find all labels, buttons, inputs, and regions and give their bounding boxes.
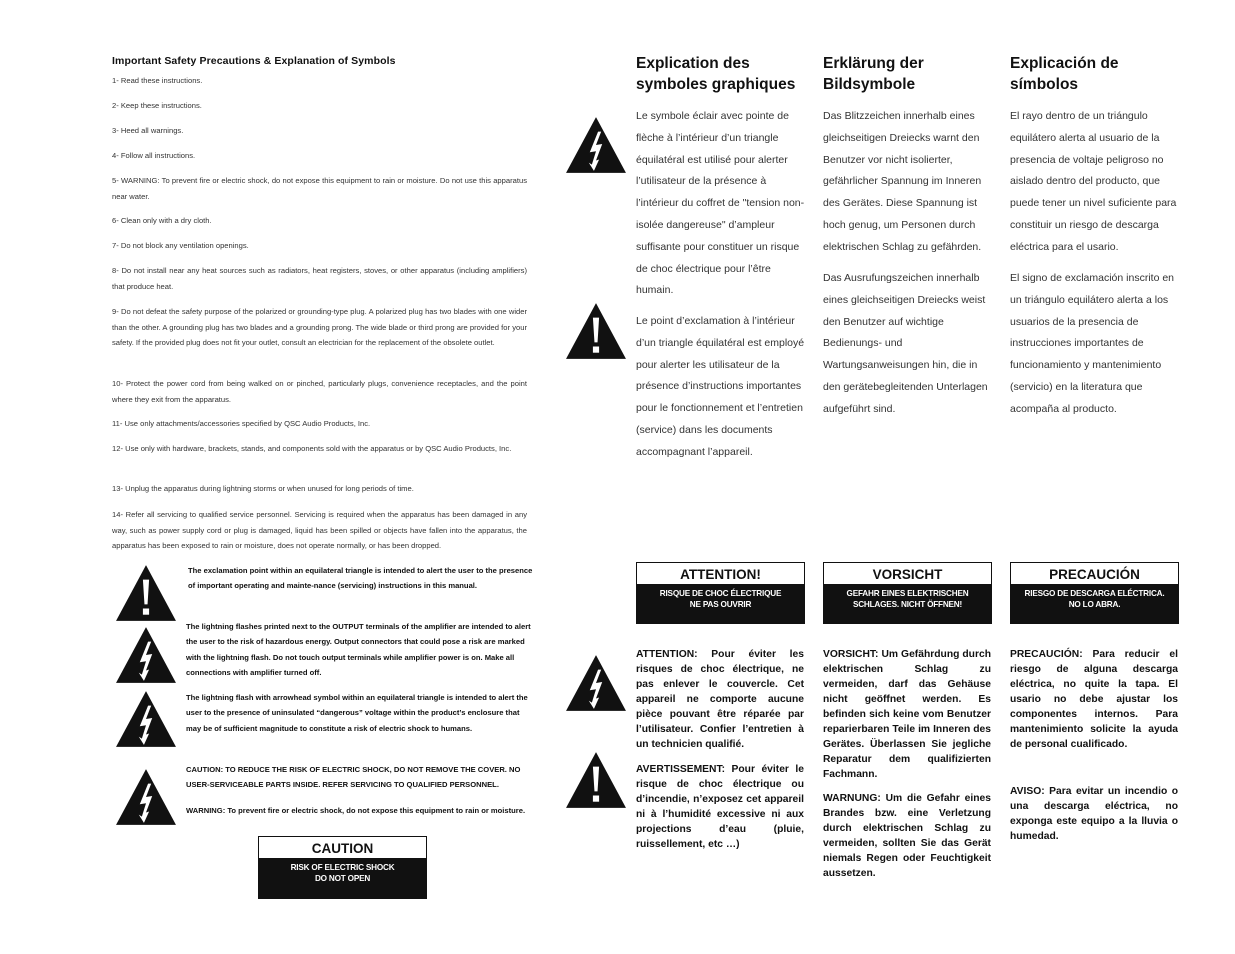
- caution-label: [258, 836, 427, 899]
- instruction-item: 4- Follow all instructions.: [112, 151, 196, 160]
- instruction-item: 5- WARNING: To prevent fire or electric shock, do not expose this equipment to rain or moisture. Do not use this apparatus near water.: [112, 176, 527, 201]
- instruction-item: 12- Use only with hardware, brackets, stands, and components sold with the apparatus or by QSC Audio Products, Inc.: [112, 444, 512, 453]
- instruction-item: 13- Unplug the apparatus during lightning storms or when unused for long periods of time.: [112, 484, 414, 493]
- page-title: Important Safety Precautions & Explanation of Symbols: [112, 55, 396, 67]
- instruction-item: 8- Do not install near any heat sources such as radiators, heat registers, stoves, or other apparatus (including amplifiers) that produce heat.: [112, 266, 527, 291]
- german-paragraph: Das Ausrufungszeichen innerhalb eines gleichseitigen Dreiecks weist den Benutzer auf wichtige Bedienungs- und Wartungsanweisungen hin, die in den gerätebegleitenden Unterlagen aufgeführt sind.: [823, 272, 988, 415]
- spanish-warning: AVISO: Para evitar un incendio o una descarga eléctrica, no exponga este equipo a la lluvia o humedad.: [1010, 786, 1178, 842]
- german-warning: WARNUNG: Um die Gefahr eines Brandes bzw. eine Verletzung durch elektrischen Schlag zu vermeiden, sollten Sie das Gerät niemals Regen oder Feuchtigkeit aussetzen.: [823, 793, 991, 879]
- french-paragraph: Le symbole éclair avec pointe de flèche à l’intérieur d’un triangle équilatéral est utilisé pour alerter l’utilisateur de la présence à l’intérieur du coffret de "tension non-isolée dangereuse" d’ampleur suffisante pour constituer un risque de choc électrique pour l’être humain.: [636, 110, 805, 297]
- french-paragraph: Le point d’exclamation à l’intérieur d’un triangle équilatéral est employé pour alerter les utilisateur de la présence d’instructions importantes pour le fonctionnement et l’entretien (service) dans les documents accompagnant l’appareil.: [636, 315, 805, 458]
- lightning-warning-icon: [115, 767, 177, 827]
- french-heading: Explication des symboles graphiques: [636, 55, 796, 93]
- lightning-warning-icon: [115, 689, 177, 749]
- instruction-item: 7- Do not block any ventilation openings.: [112, 241, 249, 250]
- lightning-warning-icon: [565, 653, 627, 713]
- instruction-item: 6- Clean only with a dry cloth.: [112, 216, 212, 225]
- caution-label-title: CAUTION: [311, 841, 374, 856]
- instruction-item: 2- Keep these instructions.: [112, 101, 202, 110]
- instruction-item: 3- Heed all warnings.: [112, 126, 184, 135]
- attention-label: ATTENTION! RISQUE DE CHOC ÉLECTRIQUE NE PAS OUVRIR: [636, 562, 805, 624]
- instruction-item: 11- Use only attachments/accessories specified by QSC Audio Products, Inc.: [112, 419, 371, 428]
- spanish-heading: Explicación de símbolos: [1010, 55, 1119, 93]
- lightning-warning-icon: [115, 625, 177, 685]
- exclamation-warning-icon: [565, 301, 627, 361]
- warning-text: WARNING: To prevent fire or electric shock, do not expose this equipment to rain or moisture.: [186, 806, 526, 815]
- german-paragraph: Das Blitzzeichen innerhalb eines gleichseitigen Dreiecks warnt den Benutzer vor nicht isolierter, gefährlicher Spannung im Inneren des Gerätes. Diese Spannung ist hoch genug, um Personen durch elektrischen Schlag zu gefährden.: [823, 110, 982, 253]
- exclamation-warning-icon: [565, 750, 627, 810]
- precaucion-label: PRECAUCIÓN RIESGO DE DESCARGA ELÉCTRICA. NO LO ABRA.: [1010, 562, 1179, 624]
- instruction-item: 14- Refer all servicing to qualified service personnel. Servicing is required when the apparatus has been damaged in any way, such as power supply cord or plug is damaged, liquid has been spilled or objects have fallen into the apparatus, the apparatus has been exposed to rain or moisture, does not operate normally, or has been dropped.: [112, 510, 527, 551]
- caution-label-subtitle: RISK OF ELECTRIC SHOCK DO NOT OPEN: [259, 858, 426, 898]
- instruction-item: 9- Do not defeat the safety purpose of the polarized or grounding-type plug. A polarized plug has two blades with one wider than the other. A grounding plug has two blades and a grounding prong. The wide blade or third prong are provided for your safety. If the provided plug does not fit your outlet, consult an electrician for the replacement of the obsolete outlet.: [112, 307, 527, 348]
- symbol-explanation: The lightning flashes printed next to the OUTPUT terminals of the amplifier are intended to alert the user to the risk of hazardous energy. Output connectors that could pose a risk are marked with the lightning flash. Do not touch output terminals while amplifier power is on. Make all connections with amplifier turned off.: [186, 622, 531, 678]
- german-caution: VORSICHT: Um Gefährdung durch elektrischen Schlag zu vermeiden, darf das Gehäuse nicht geöffnet werden. Es befinden sich keine vom Benutzer reparierbaren Teile im Inneren des Gerätes. Überlassen Sie jegliche Reparatur dem qualifizierten Fachmann.: [823, 649, 991, 780]
- exclamation-warning-icon: [115, 563, 177, 623]
- german-heading: Erklärung der Bildsymbole: [823, 55, 924, 93]
- lightning-warning-icon: [565, 115, 627, 175]
- spanish-caution: PRECAUCIÓN: Para reducir el riesgo de alguna descarga eléctrica, no quite la tapa. El usario no debe ajustar los componentes internos. Para mantenimiento solicite la ayuda de personal cualificado.: [1010, 649, 1178, 750]
- spanish-paragraph: El signo de exclamación inscrito en un triángulo equilátero alerta a los usuarios de la presencia de instrucciones importantes de funcionamiento y mantenimiento (servicio) en la literatura que acompaña al producto.: [1010, 272, 1175, 415]
- symbol-explanation: The exclamation point within an equilateral triangle is intended to alert the user to the presence of important operating and mainte-nance (servicing) instructions in this manual.: [188, 566, 533, 591]
- caution-text: CAUTION: TO REDUCE THE RISK OF ELECTRIC SHOCK, DO NOT REMOVE THE COVER. NO USER-SERVICEABLE PARTS INSIDE. REFER SERVICING TO QUALIFIED PERSONNEL.: [186, 765, 521, 790]
- instruction-item: 1- Read these instructions.: [112, 76, 203, 85]
- french-warning: AVERTISSEMENT: Pour éviter le risque de choc électrique ou d’incendie, n’exposez cet appareil ni à l’humidité excessive ni aux projections d’eau (pluie, ruissellement, etc …): [636, 764, 804, 850]
- french-caution: ATTENTION: Pour éviter les risques de choc électrique, ne pas enlever le couvercle. Cet appareil ne comporte aucune pièce pouvant être réparée par l’utilisateur. Confier l’entretien à un technicien qualifié.: [636, 649, 804, 750]
- vorsicht-label: VORSICHT GEFAHR EINES ELEKTRISCHEN SCHLAGES. NICHT ÖFFNEN!: [823, 562, 992, 624]
- symbol-explanation: The lightning flash with arrowhead symbol within an equilateral triangle is intended to alert the user to the presence of uninsulated “dangerous” voltage within the product’s enclosure that may be of sufficient magnitude to constitute a risk of electric shock to humans.: [186, 693, 528, 733]
- spanish-paragraph: El rayo dentro de un triángulo equilátero alerta al usuario de la presencia de voltaje peligroso no aislado dentro del producto, que puede tener un nivel suficiente para constituir un riesgo de descarga eléctrica para el usario.: [1010, 110, 1177, 253]
- instruction-item: 10- Protect the power cord from being walked on or pinched, particularly plugs, convenience receptacles, and the point where they exit from the apparatus.: [112, 379, 527, 404]
